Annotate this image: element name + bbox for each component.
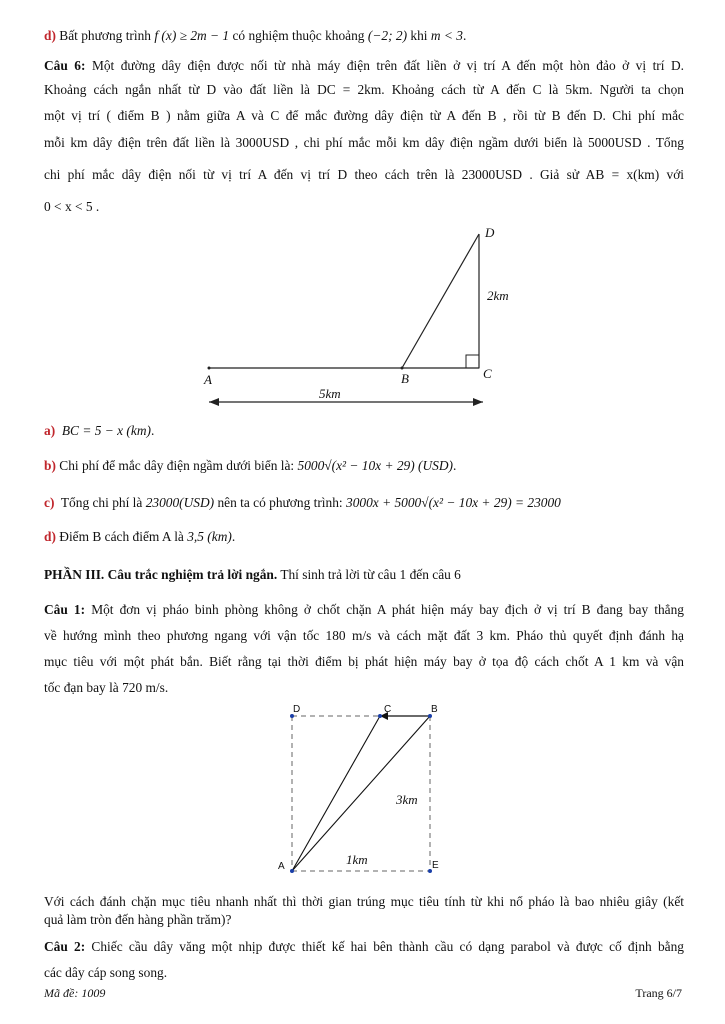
label-a: A xyxy=(204,372,212,387)
arrow-right-head xyxy=(473,398,483,406)
point-a xyxy=(290,869,294,873)
question-1-line-1: Câu 1: Một đơn vị pháo binh phòng không ở chốt chặn A phát hiện máy bay địch ở vị trí B đang bay thẳng xyxy=(44,602,684,617)
question-2-line-1: Câu 2: Chiếc cầu dây văng một nhịp được thiết kế hai bên thành cầu có dạng parabol và được cố định bằng xyxy=(44,939,684,954)
question-2-line-2: các dây cáp song song. xyxy=(44,965,168,980)
point-a xyxy=(208,367,211,370)
label-c: C xyxy=(483,366,492,381)
line-bd xyxy=(402,234,479,368)
option-c: c) Tổng chi phí là 23000(USD) nên ta có phương trình: 3000x + 5000√(x² − 10x + 29) = 23000 xyxy=(44,495,561,510)
label-b: B xyxy=(401,371,409,386)
label-e: E xyxy=(432,860,439,871)
label-b: B xyxy=(431,704,438,715)
question-1-line-2: về hướng mình theo phương ngang với vận tốc 180 m/s và cách mặt đất 3 km. Pháo thủ quyết định đánh hạ xyxy=(44,628,684,643)
question-1-line-3: mục tiêu với một phát bắn. Biết rằng tại thời điểm bị phát hiện máy bay ở tọa độ cách chốt A 1 km và vận xyxy=(44,654,684,669)
label-dc-length: 2km xyxy=(487,288,509,303)
question-1-line-6: quả làm tròn đến hàng phần trăm)? xyxy=(44,912,232,927)
option-a: a) BC = 5 − x (km). xyxy=(44,423,155,438)
question-6-line-6: 0 < x < 5 . xyxy=(44,199,100,214)
question-6-line-2: Khoảng cách ngắn nhất từ D vào đất liền là DC = 2km. Khoảng cách từ A đến C là 5km. Người ta chọn xyxy=(44,82,684,97)
option-b: b) Chi phí để mắc dây điện ngầm dưới biển là: 5000√(x² − 10x + 29) (USD). xyxy=(44,458,457,473)
label-c: C xyxy=(384,704,392,715)
question-6-line-4: mỗi km dây điện trên đất liền là 3000USD , chi phí mắc mỗi km dây điện ngầm dưới biển là 5000USD . Tổng xyxy=(44,135,684,150)
point-c xyxy=(378,714,382,718)
label-d: D xyxy=(485,225,495,240)
right-angle-mark xyxy=(466,355,479,368)
question-6-line-5: chi phí mắc dây điện nối từ vị trí A đến vị trí D theo cách trên là 23000USD . Giả sử AB = x(km) với xyxy=(44,167,684,182)
question-1-line-4: tốc đạn bay là 720 m/s. xyxy=(44,680,169,695)
question-6-line-3: một vị trí ( điểm B ) nằm giữa A và C để mắc đường dây điện từ A đến B , rồi từ B đến D. Chi phí mắc xyxy=(44,108,684,123)
footer-exam-code: Mã đề: 1009 xyxy=(44,986,106,1000)
label-d: D xyxy=(293,704,301,715)
power-line-diagram xyxy=(195,220,535,410)
point-b xyxy=(401,367,404,370)
label-ac-length: 5km xyxy=(319,386,341,401)
label-a: A xyxy=(278,861,285,872)
question-6-line-1: Câu 6: Một đường dây điện được nối từ nhà máy điện trên đất liền ở vị trí A đến một hòn đảo ở vị trí D. xyxy=(44,58,684,73)
option-d: d) Điểm B cách điểm A là 3,5 (km). xyxy=(44,529,236,544)
label-width: 1km xyxy=(346,852,368,867)
part-3-heading: PHẦN III. Câu trắc nghiệm trả lời ngắn. Thí sinh trả lời từ câu 1 đến câu 6 xyxy=(44,567,461,582)
question-1-line-5: Với cách đánh chặn mục tiêu nhanh nhất thì thời gian trúng mục tiêu tính từ khi nổ pháo là bao nhiêu giây (kết xyxy=(44,894,684,909)
label-height: 3km xyxy=(396,792,418,807)
option-d-prev: d) Bất phương trình f (x) ≥ 2m − 1 có nghiệm thuộc khoảng (−2; 2) khi m < 3. xyxy=(44,28,467,43)
footer-page-number: Trang 6/7 xyxy=(635,986,682,1000)
arrow-left-head xyxy=(209,398,219,406)
line-ac xyxy=(292,716,380,871)
anti-aircraft-diagram xyxy=(270,698,450,878)
